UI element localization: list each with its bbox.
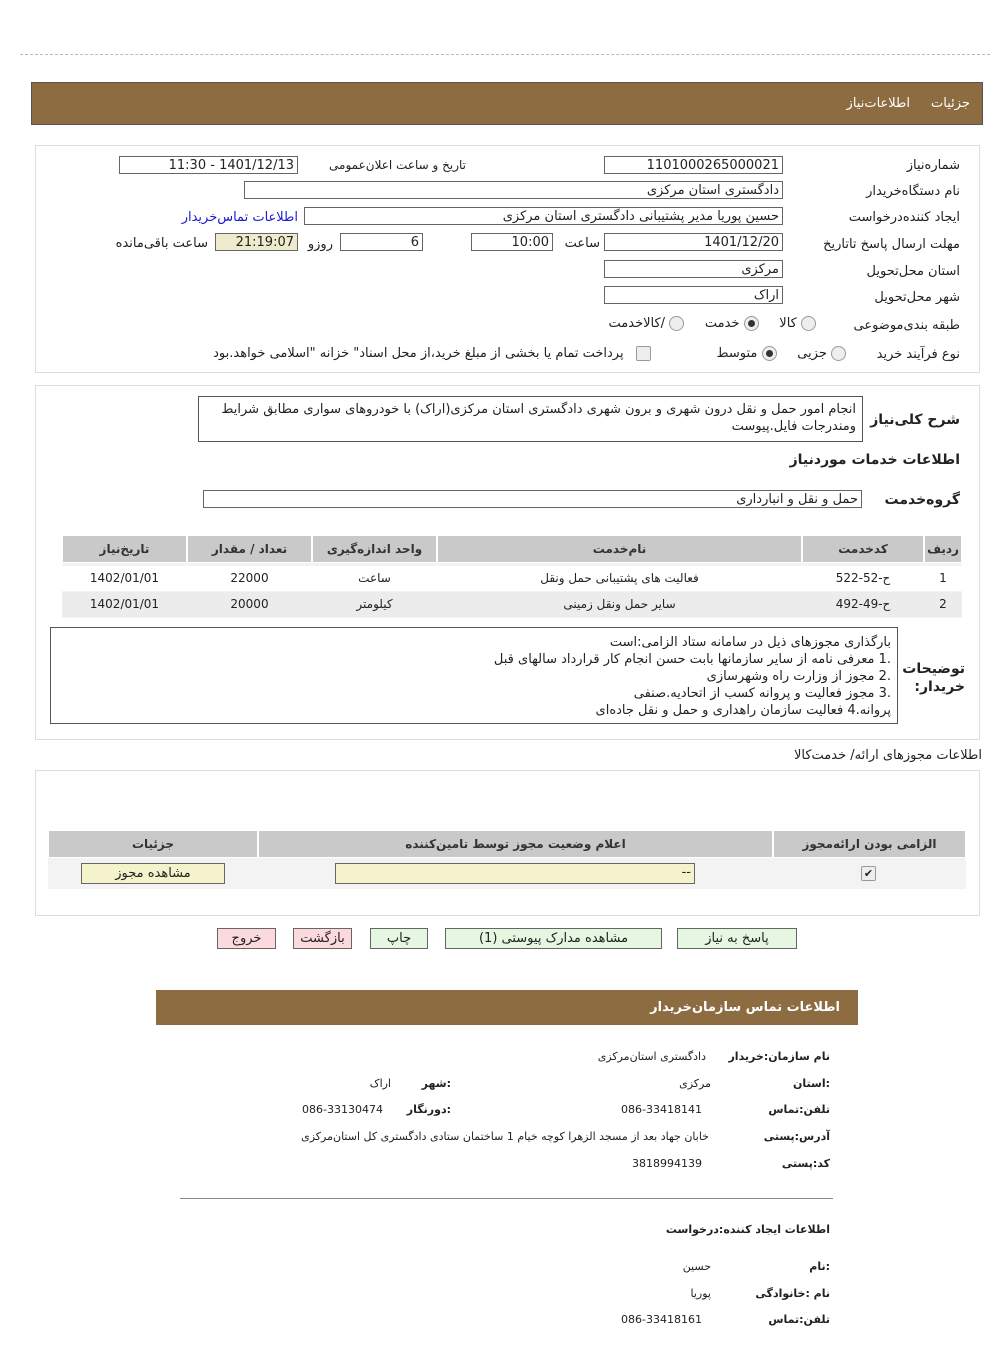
back-button[interactable]: بازگشت xyxy=(293,928,352,949)
family-label: نام :خانوادگی xyxy=(755,1287,830,1300)
creator-phone-label: تلفن:تماس xyxy=(768,1313,830,1326)
radio-medium-label: متوسط xyxy=(716,346,758,361)
remaining-label: ساعت باقی‌مانده xyxy=(115,236,208,251)
col-required: الزامی بودن ارائه‌مجوز xyxy=(773,830,966,858)
days-field[interactable]: 6 xyxy=(340,233,423,251)
cell-code: ح-49-492 xyxy=(835,597,891,611)
time-label: ساعت xyxy=(564,236,600,251)
family-value: پوریا xyxy=(690,1287,711,1300)
top-divider xyxy=(20,54,990,55)
radio-medium[interactable] xyxy=(762,346,777,361)
address-label: آدرس:پستی xyxy=(763,1130,830,1143)
city-label: :شهر xyxy=(421,1077,451,1090)
buyer-org-field[interactable]: دادگستری استان مرکزی xyxy=(244,181,783,199)
attachments-button[interactable]: مشاهده مدارک پیوستی (1) xyxy=(445,928,662,949)
city-label: شهر محل‌تحویل xyxy=(874,290,960,305)
days-label: روزو xyxy=(307,237,333,252)
buyer-org-label: نام دستگاه‌خریدار xyxy=(866,184,960,199)
tab-need-info[interactable]: اطلاعات‌نیاز xyxy=(846,96,910,111)
radio-goods-service-label: /کالاخدمت xyxy=(608,316,666,331)
radio-minor[interactable] xyxy=(831,346,846,361)
need-number-field[interactable]: 1101000265000021 xyxy=(604,156,783,174)
city-value: اراک xyxy=(369,1077,391,1090)
province-field[interactable]: مرکزی xyxy=(604,260,783,278)
process-label: نوع فرآیند خرید xyxy=(876,347,960,362)
cell-unit: کیلومتر xyxy=(356,597,393,611)
radio-goods-label: کالا xyxy=(779,316,797,331)
address-value: خابان جهاد بعد از مسجد الزهرا کوچه خیام 1 ساختمان ستادی دادگستری کل استان‌مرکزی xyxy=(301,1130,709,1143)
buyer-notes xyxy=(50,627,898,724)
category-radios xyxy=(609,316,816,331)
tab-details[interactable]: جزئیات xyxy=(931,96,970,111)
cell-code: ح-52-522 xyxy=(835,571,891,585)
payment-checkbox[interactable] xyxy=(636,346,651,361)
cell-date: 1402/01/01 xyxy=(89,597,160,611)
col-status: اعلام وضعیت مجوز توسط تامین‌کننده xyxy=(258,830,773,858)
province-label: :استان xyxy=(793,1077,830,1090)
col-qty: تعداد / مقدار xyxy=(187,535,312,563)
deadline-label: مهلت ارسال پاسخ تا‌تاریخ xyxy=(823,237,960,252)
exit-button[interactable]: خروج xyxy=(217,928,276,949)
cell-row: 2 xyxy=(939,597,947,611)
cell-name: فعالیت های پشتیبانی حمل ونقل xyxy=(540,571,699,585)
cell-name: سایر حمل ونقل زمینی xyxy=(563,597,676,611)
deadline-date-field[interactable]: 1401/12/20 xyxy=(604,233,783,251)
services-title: اطلاعات خدمات موردنیاز xyxy=(789,452,960,468)
description-label: شرح کلی‌نیاز xyxy=(870,412,960,428)
category-label: طبقه بندی‌موضوعی xyxy=(853,318,960,333)
phone-label: تلفن:تماس xyxy=(768,1103,830,1116)
name-label: :نام xyxy=(809,1260,830,1273)
cell-qty: 22000 xyxy=(230,571,269,585)
note-line: پروانه.4 فعالیت سازمان راهداری و حمل و نقل جاده‌ای xyxy=(595,703,891,718)
col-unit: واحد اندازه‌گیری xyxy=(312,535,437,563)
city-field[interactable]: اراک xyxy=(604,286,783,304)
description-text: انجام امور حمل و نقل درون شهری و برون شهری دادگستری استان مرکزی(اراک) با خودروهای سواری مطابق شرایط ومندرجات فایل.پیوست xyxy=(198,396,863,442)
col-code: کدخدمت xyxy=(802,535,924,563)
fax-value: 086-33130474 xyxy=(302,1103,383,1116)
cell-date: 1402/01/01 xyxy=(89,571,160,585)
province-label: استان محل‌تحویل xyxy=(866,264,960,279)
payment-note-text: پرداخت تمام یا بخشی از مبلغ خرید،از محل اسناد" خزانه "اسلامی خواهد.بود xyxy=(213,346,624,361)
col-row: ردیف xyxy=(924,535,962,563)
service-group-label: گروه‌خدمت xyxy=(884,492,960,508)
radio-goods[interactable] xyxy=(801,316,816,331)
view-permit-button[interactable]: مشاهده مجوز xyxy=(81,863,225,884)
fax-label: :دورنگار xyxy=(406,1103,451,1116)
page-header xyxy=(31,82,983,125)
need-number-label: شماره‌نیاز xyxy=(906,158,960,173)
contact-title: اطلاعات تماس سازمان‌خریدار xyxy=(650,1000,840,1015)
need-info-section xyxy=(35,145,980,373)
cell-unit: ساعت xyxy=(358,571,391,585)
permit-status-field[interactable]: -- xyxy=(335,863,695,884)
permits-table xyxy=(48,830,966,889)
contact-header xyxy=(156,990,858,1025)
note-line: .1 معرفی نامه از سایر سازمانها بابت حسن انجام کار قرارداد سالهای قبل xyxy=(493,652,891,667)
table-row xyxy=(62,592,962,617)
name-value: حسین xyxy=(682,1260,711,1273)
contact-divider xyxy=(180,1198,833,1199)
table-row xyxy=(62,566,962,591)
note-line: .3 مجوز فعالیت و پروانه کسب از اتحادیه.صنفی xyxy=(633,686,891,701)
creator-phone-value: 086-33418161 xyxy=(621,1313,702,1326)
org-label: نام سازمان:خریدار xyxy=(728,1050,830,1063)
note-line: بارگذاری مجوزهای ذیل در سامانه ستاد الزامی:است xyxy=(609,635,891,650)
creator-title: اطلاعات ایجاد کننده:درخواست xyxy=(665,1223,830,1236)
remaining-time-field: 21:19:07 xyxy=(215,233,298,251)
radio-service-label: خدمت xyxy=(704,316,740,331)
announce-field[interactable]: 1401/12/13 - 11:30 xyxy=(119,156,298,174)
note-line: .2 مجوز از وزارت راه وشهرسازی xyxy=(706,669,891,684)
payment-note xyxy=(213,346,651,361)
print-button[interactable]: چاپ xyxy=(370,928,428,949)
province-value: مرکزی xyxy=(679,1077,711,1090)
radio-service[interactable] xyxy=(744,316,759,331)
col-date: تاریخ‌نیاز xyxy=(62,535,187,563)
required-checkbox[interactable]: ✔ xyxy=(861,866,876,881)
announce-label: تاریخ و ساعت اعلان‌عمومی xyxy=(329,158,466,172)
buyer-notes-label: توضیحات خریدار: xyxy=(902,661,965,695)
buyer-contact-link[interactable]: اطلاعات تماس‌خریدار xyxy=(181,210,298,225)
radio-goods-service[interactable] xyxy=(669,316,684,331)
service-group-field[interactable]: حمل و نقل و انبارداری xyxy=(203,490,862,508)
phone-value: 086-33418141 xyxy=(621,1103,702,1116)
col-name: نام‌خدمت xyxy=(437,535,802,563)
reply-button[interactable]: پاسخ به نیاز xyxy=(677,928,797,949)
postal-label: کد:پستی xyxy=(781,1157,830,1170)
creator-field[interactable]: حسین پوریا مدیر پشتیبانی دادگستری استان مرکزی xyxy=(304,207,783,225)
col-details: جزئیات xyxy=(48,830,258,858)
creator-label: ایجاد کننده‌درخواست xyxy=(848,210,960,225)
process-radios xyxy=(717,346,846,361)
cell-row: 1 xyxy=(939,571,947,585)
services-table xyxy=(62,535,962,618)
cell-qty: 20000 xyxy=(230,597,269,611)
deadline-time-field[interactable]: 10:00 xyxy=(471,233,553,251)
postal-value: 3818994139 xyxy=(632,1157,702,1170)
radio-minor-label: جزیی xyxy=(797,346,827,361)
permits-title: اطلاعات مجوزهای ارائه/ خدمت‌کالا xyxy=(793,748,982,763)
org-value: دادگستری استان‌مرکزی xyxy=(597,1050,706,1063)
